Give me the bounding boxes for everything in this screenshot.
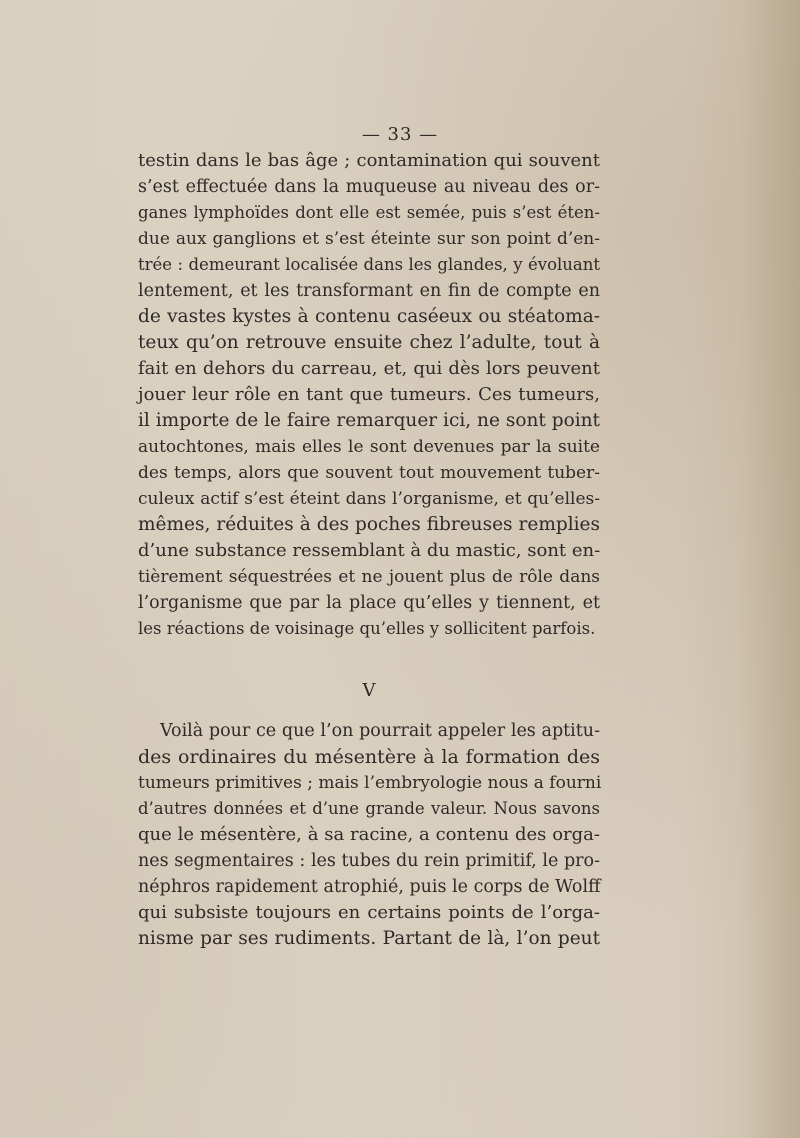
page-edge-shadow	[740, 0, 800, 1138]
text-line: lentement, et les transformant en fin de compte en	[138, 281, 600, 301]
text-line: tumeurs primitives ; mais l’embryologie nous a fourni	[138, 773, 602, 793]
text-line: des ordinaires du mésentère à la formation des	[138, 746, 600, 768]
text-line: Voilà pour ce que l’on pourrait appeler les aptitu-	[160, 721, 600, 741]
text-line: jouer leur rôle en tant que tumeurs. Ces tumeurs,	[138, 384, 600, 405]
text-line: testin dans le bas âge ; contamination qui souvent	[138, 150, 600, 171]
text-line: teux qu’on retrouve ensuite chez l’adulte, tout à	[138, 332, 600, 353]
text-line: qui subsiste toujours en certains points de l’orga-	[138, 902, 600, 923]
text-line: mêmes, réduites à des poches fibreuses remplies	[138, 514, 600, 535]
text-line: néphros rapidement atrophié, puis le corps de Wolff	[138, 877, 601, 897]
text-line: nes segmentaires : les tubes du rein primitif, le pro-	[138, 851, 600, 871]
text-line: il importe de le faire remarquer ici, ne sont point	[138, 410, 600, 431]
text-line: trée : demeurant localisée dans les glandes, y évoluant	[138, 255, 600, 274]
paragraph-1	[138, 148, 600, 642]
text-line: des temps, alors que souvent tout mouvement tuber-	[138, 463, 600, 483]
text-line: l’organisme que par la place qu’elles y tiennent, et	[138, 593, 600, 613]
text-line: autochtones, mais elles le sont devenues par la suite	[138, 437, 600, 457]
text-line: de vastes kystes à contenu caséeux ou stéatoma-	[138, 306, 600, 327]
text-line: ganes lymphoïdes dont elle est semée, puis s’est éten-	[138, 203, 600, 222]
section-heading: V	[362, 680, 376, 701]
text-line: les réactions de voisinage qu’elles y sollicitent parfois.	[138, 619, 596, 638]
text-line: s’est effectuée dans la muqueuse au niveau des or-	[138, 177, 600, 197]
text-line: d’autres données et d’une grande valeur. Nous savons	[138, 799, 600, 818]
text-line: fait en dehors du carreau, et, qui dès lors peuvent	[138, 358, 600, 379]
text-line: due aux ganglions et s’est éteinte sur son point d’en-	[138, 229, 600, 249]
text-line: culeux actif s’est éteint dans l’organisme, et qu’elles-	[138, 489, 600, 509]
paragraph-2	[138, 718, 600, 952]
text-line: tièrement séquestrées et ne jouent plus de rôle dans	[138, 567, 600, 587]
text-line: que le mésentère, à sa racine, a contenu des orga-	[138, 824, 600, 845]
page-number: — 33 —	[361, 124, 439, 145]
text-line: d’une substance ressemblant à du mastic, sont en-	[138, 540, 601, 561]
text-line: nisme par ses rudiments. Partant de là, l’on peut	[138, 928, 600, 949]
